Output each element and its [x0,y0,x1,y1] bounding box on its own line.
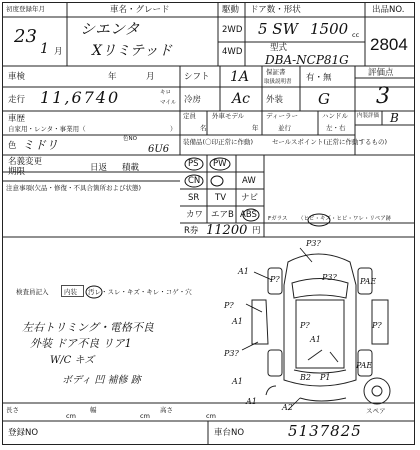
equipment-header: 装備品(〇印正常に作動) [183,138,254,146]
shaken-label: 車検 [8,72,26,82]
drive-4wd: 4WD [222,47,243,57]
cc-unit: cc [352,31,360,39]
km-unit: キロ [160,90,172,96]
month-unit: 月 [54,47,63,57]
equip-sr: SR [188,193,200,203]
car-name: シエンタ [80,20,140,38]
damage-label-13: B2 [300,373,311,382]
capacity-field-label: 積載 [122,163,140,173]
note-line-3: W/C キズ [50,355,95,366]
score-label: 評価点 [368,68,394,78]
mile-unit: マイル [160,100,177,106]
damage-label-10: P? [372,321,382,330]
exterior-value: G [318,90,330,108]
usage-close: ） [170,125,177,133]
usage-options: 自家用・レンタ・事業用（ [8,125,86,133]
interior-box-label: 内装 [64,288,77,296]
exterior-label: 外装 [266,95,284,105]
damage-label-1: P3? [306,239,321,248]
equip-tv: TV [215,193,227,203]
shaken-month-unit: 月 [146,72,155,82]
shift-value: 1A [230,69,250,85]
damage-label-7: A1 [232,317,243,326]
length-unit: cm [66,412,76,420]
equip-pw: PW [213,159,227,169]
length-label: 長さ [6,406,19,414]
mileage-value: 11,6740 [40,88,121,107]
equip-navi: ナビ [241,193,259,203]
score-value: 3 [376,84,390,109]
drive-label: 駆動 [222,5,240,15]
lot-number: 2804 [370,35,408,54]
damage-label-16: A1 [246,397,257,406]
r-ticket-value: 11200 [206,223,248,238]
model-code: DBA-NCP81G [265,53,349,67]
sales-point-label: セールスポイント(正常に作動するもの) [272,138,387,146]
damage-label-17: A2 [282,403,293,412]
date-change-label: 日返 [90,163,108,173]
damage-label-6: P? [224,301,234,310]
mileage-label: 走行 [8,95,26,105]
note-line-1: 左右トリミング・電格不良 [22,321,154,334]
deadline-label: 期限 [8,167,26,177]
handle-label: ハンドル [322,112,348,120]
width-label: 幅 [90,406,97,414]
damage-label-2: A1 [238,267,249,276]
damage-label-14: P1 [320,373,331,382]
handle-side: 左・右 [326,124,346,132]
interior-score-value: B [390,111,399,125]
interior-defects: 汚レ・スレ・キズ・キレ・コゲ・穴 [88,288,192,296]
capacity-unit: 名 [200,124,207,132]
color-value: ミドリ [22,138,59,152]
spare-tire-label: スペア [366,407,386,415]
first-reg-month: 1 [40,41,49,57]
foreign-year-unit: 年 [252,124,259,132]
damage-label-5: PAE [360,277,377,286]
color-no-label: 色NO [123,136,137,142]
equip-kawa: カワ [186,210,204,220]
engine-cc: 1500 [310,20,349,38]
ac-value: Ac [232,91,250,107]
damage-label-11: P3? [224,349,239,358]
drive-2wd: 2WD [222,25,243,35]
car-name-label: 車名・グレード [110,5,170,15]
capacity-label: 定員 [183,112,196,120]
usage-label: 車歴 [8,114,26,124]
damage-label-4: P3? [322,273,337,282]
r-ticket-label: R券 [184,226,199,236]
manual-label: 取扱説明書 [264,79,292,85]
shaken-year-unit: 年 [108,72,117,82]
body-type: 5 SW [258,20,299,38]
ac-label: 冷房 [184,95,202,105]
height-label: 高さ [160,406,173,414]
height-unit: cm [206,412,216,420]
first-reg-label: 初度登録年月 [6,5,45,13]
dealer-label: ディーラー [266,112,298,120]
damage-label-3: P? [270,275,280,284]
color-label: 色 [8,141,17,151]
width-unit: cm [140,412,150,420]
chassis-no-label: 車台NO [214,428,245,438]
damage-label-15: PAE [356,361,373,370]
equip-aw: AW [242,176,256,186]
fglass-options: （ヒビ・キズ・ヒビ・ワレ・リペア跡 [298,216,392,222]
equip-cn: CN [188,176,201,186]
reg-no-label: 登録NO [8,428,39,438]
fglass-label: Fガラス [268,216,288,222]
import-label: 並行 [278,124,291,132]
lot-label: 出品NO. [372,5,405,15]
inspector-label: 検査員記入 [16,288,49,296]
damage-label-8: P? [300,321,310,330]
door-label: ドア数・形状 [250,5,301,15]
model-label: 型式 [270,43,288,53]
notes-label: 注意事項(欠品・修復・不具合箇所および状態) [6,184,142,192]
interior-score-label: 内装評価 [357,113,380,119]
note-line-2: 外装 ドア不良 リア1 [30,337,132,350]
chassis-no: 5137825 [288,422,362,440]
equip-airbag: エアB [211,210,234,220]
name-change-label: 名義変更 [8,157,43,167]
r-ticket-unit: 円 [252,226,261,236]
car-grade: Xリミテッド [92,43,172,59]
damage-label-12: A1 [232,377,243,386]
equip-abs: ABS [240,210,257,220]
shift-label: シフト [184,72,210,82]
warranty-status: 有・無 [306,73,332,83]
equip-ps: PS [188,159,199,169]
color-no: 6U6 [148,144,170,155]
note-line-4: ボディ 凹 補修 跡 [62,375,141,386]
warranty-label: 保証書 [266,68,286,76]
foreign-model-label: 外車モデル [212,112,245,120]
first-reg-year: 23 [14,26,37,47]
damage-label-9: A1 [310,335,321,344]
